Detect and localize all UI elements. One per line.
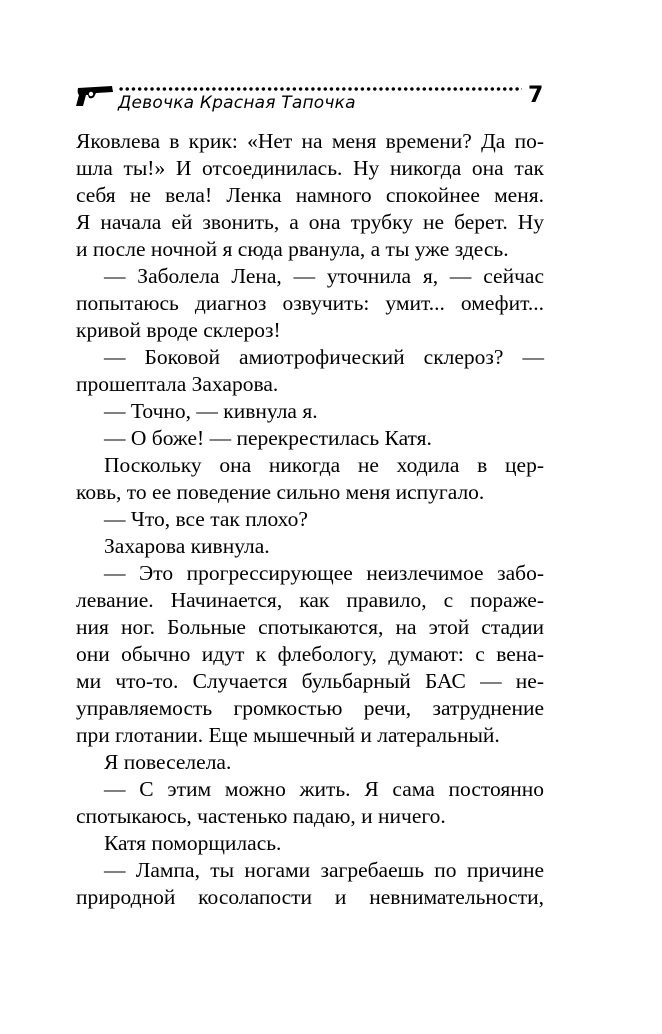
text-line: — С этим можно жить. Я сама постоянно: [104, 777, 544, 801]
text-line: попытаюсь диагноз озвучить: умит... омефит...: [76, 291, 544, 315]
text-line: кривой вроде склероз!: [76, 318, 281, 342]
text-line: — Это прогрессирующее неизлечимое забо-: [104, 561, 544, 585]
text-line: при глотании. Еще мышечный и латеральный.: [76, 723, 500, 747]
page-header: [74, 80, 552, 120]
text-line: ковь, то ее поведение сильно меня испугало.: [76, 480, 485, 504]
text-line: левание. Начинается, как правило, с пораже-: [76, 588, 544, 612]
text-line: природной косолапости и невнимательности,: [76, 885, 544, 909]
text-line: — О боже! — перекрестилась Катя.: [104, 426, 432, 450]
text-line: ми что-то. Случается бульбарный БАС — не-: [76, 669, 544, 693]
revolver-icon: [74, 82, 114, 108]
text-line: — Лампа, ты ногами загребаешь по причине: [104, 858, 544, 882]
text-line: Я начала ей звонить, а она трубку не берет. Ну: [76, 210, 544, 234]
running-title: Девочка Красная Тапочка: [118, 93, 356, 113]
page-number: 7: [528, 83, 544, 108]
body-text: [76, 128, 544, 911]
text-line: Поскольку она никогда не ходила в цер-: [104, 453, 544, 477]
text-line: — Точно, — кивнула я.: [104, 399, 318, 423]
header-dotted-rule: [118, 86, 522, 92]
text-line: Захарова кивнула.: [104, 534, 270, 558]
text-line: — Что, все так плохо?: [104, 507, 308, 531]
text-line: себя не вела! Ленка намного спокойнее меня.: [76, 183, 544, 207]
text-line: Яковлева в крик: «Нет на меня времени? Да по-: [76, 129, 544, 153]
text-line: — Заболела Лена, — уточнила я, — сейчас: [104, 264, 544, 288]
text-line: ния ног. Больные спотыкаются, на этой стадии: [76, 615, 544, 639]
text-line: Катя поморщилась.: [104, 831, 282, 855]
text-line: они обычно идут к флебологу, думают: с вена-: [76, 642, 544, 666]
text-line: — Боковой амиотрофический склероз? —: [104, 345, 544, 369]
text-line: прошептала Захарова.: [76, 372, 279, 396]
text-line: спотыкаюсь, частенько падаю, и ничего.: [76, 804, 446, 828]
text-line: управляемость громкостью речи, затруднение: [76, 696, 544, 720]
text-line: шла ты!» И отсоединилась. Ну никогда она так: [76, 156, 544, 180]
text-line: Я повеселела.: [104, 750, 232, 774]
text-line: и после ночной я сюда рванула, а ты уже здесь.: [76, 237, 509, 261]
